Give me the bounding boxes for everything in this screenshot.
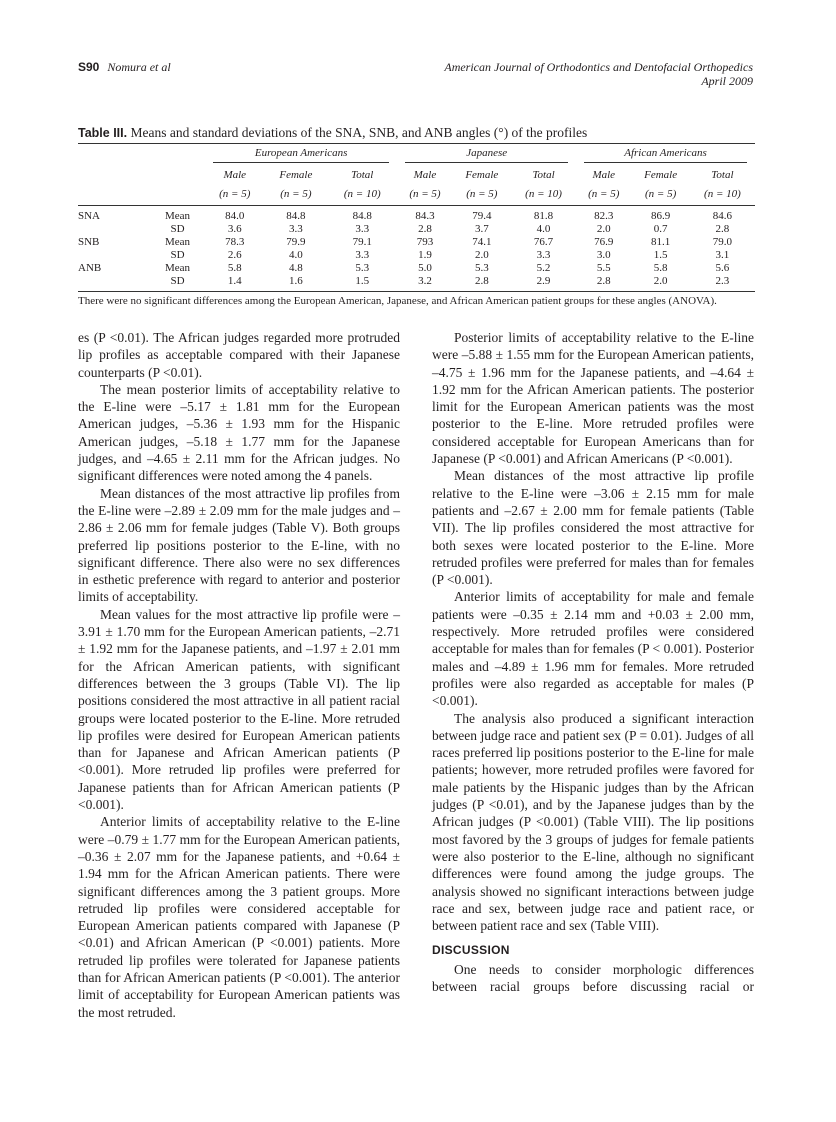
table-cell: 84.8: [286, 210, 306, 222]
sample-size: (n = 5): [397, 182, 452, 206]
table-iii: [78, 125, 755, 307]
table-cell: 84.8: [352, 210, 372, 222]
table-cell: 0.7: [653, 223, 668, 235]
table-footnote: There were no significant differences among the European American, Japanese, and African American patient groups for these angles (ANOVA).: [78, 295, 717, 307]
paragraph: es (P <0.01). The African judges regarded more protruded lip profiles as acceptable compared with their Japanese counterparts (P <0.01).: [78, 330, 400, 380]
issue-date: April 2009: [701, 74, 753, 88]
paragraph: Mean values for the most attractive lip profile were –3.91 ± 1.70 mm for the European American patients, –2.71 ± 1.92 mm for the Japanese patients, and –1.97 ± 2.01 mm for the African American patients, with significant differences between the 3 groups (Table VI). The lip positions considered the most attractive in all patient racial groups were located posterior to the E-line. More retruded lip profiles were desired for European American patients than for Japanese and African American patients (P <0.001). More retruded lip profiles were preferred for Japanese patients than for African American patients (P <0.001).: [78, 606, 400, 813]
sample-size: (n = 5): [576, 182, 631, 206]
table-cell: 79.9: [286, 236, 306, 248]
table-cell: 86.9: [651, 210, 671, 222]
table-cell: 3.3: [536, 249, 551, 261]
sample-size: (n = 10): [511, 182, 576, 206]
table-caption: [78, 125, 755, 141]
group-header: Japanese: [397, 144, 576, 164]
authors: Nomura et al: [107, 60, 171, 74]
table-cell: 5.0: [418, 262, 432, 274]
table-cell: 2.0: [653, 275, 668, 287]
table-cell: 84.6: [712, 210, 733, 222]
table-row: [78, 223, 755, 236]
column-header: Total: [711, 169, 734, 181]
data-table: [78, 143, 755, 292]
column-header: Male: [413, 169, 437, 181]
running-header-right: [444, 60, 753, 88]
group-header: European Americans: [205, 144, 397, 164]
angle-label: ANB: [78, 262, 102, 274]
section-heading: DISCUSSION: [432, 943, 510, 958]
table-cell: 82.3: [594, 210, 614, 222]
table-cell: 2.8: [715, 223, 730, 235]
table-row: [78, 262, 755, 275]
stat-label: SD: [170, 275, 185, 287]
table-cell: 79.4: [472, 210, 492, 222]
table-cell: 5.6: [715, 262, 730, 274]
stat-label: SD: [170, 223, 185, 235]
table-cell: 3.1: [715, 249, 730, 261]
paragraph: Posterior limits of acceptability relative to the E-line were –5.88 ± 1.55 mm for the European American patients, –4.75 ± 1.96 mm for the Japanese patients, and –4.64 ± 1.92 mm for the African American patients. The posterior limit for the European American patients was the most posterior to the E-line. More retruded profiles were considered acceptable for European Americans than for Japanese (P <0.001) and African Americans (P <0.001).: [432, 330, 754, 467]
table-cell: 793: [416, 236, 434, 248]
group-header: African Americans: [576, 144, 755, 164]
table-cell: 79.1: [352, 236, 372, 248]
table-cell: 5.8: [653, 262, 668, 274]
angle-label: [78, 275, 150, 292]
table-cell: 81.8: [533, 210, 554, 222]
stat-label: Mean: [164, 262, 191, 274]
right-column: [432, 329, 754, 995]
table-cell: 1.6: [289, 275, 303, 287]
paragraph: Mean distances of the most attractive lip profiles from the E-line were –2.89 ± 2.09 mm for the male judges and –2.86 ± 2.06 mm for female judges (Table V). Both groups preferred lip positions posterior to the E-line, with no significant difference. There also were no sex differences in esthetic preference with regard to anterior and posterior limits of acceptability.: [78, 485, 400, 605]
table-cell: 78.3: [225, 236, 245, 248]
paragraph: The mean posterior limits of acceptability relative to the E-line were –5.17 ± 1.81 mm for the European American judges, –5.36 ± 1.93 mm for the Hispanic American judges, –5.18 ± 1.77 mm for the Japanese judges, and –4.65 ± 2.11 mm for the African judges. No significant differences were noted among the 4 panels.: [78, 381, 400, 484]
table-cell: 2.8: [596, 275, 611, 287]
angle-label: [78, 223, 150, 236]
table-cell: 3.3: [355, 249, 370, 261]
column-header: Male: [592, 169, 616, 181]
table-cell: 2.0: [474, 249, 489, 261]
page-number: S90: [78, 60, 100, 74]
sample-size: (n = 5): [631, 182, 689, 206]
stat-label: Mean: [164, 210, 191, 222]
table-cell: 5.2: [536, 262, 551, 274]
column-header: Total: [532, 169, 555, 181]
table-cell: 4.0: [536, 223, 551, 235]
running-header-left: [78, 60, 171, 75]
table-cell: 4.8: [289, 262, 303, 274]
table-cell: 2.0: [596, 223, 611, 235]
column-header: Female: [465, 169, 499, 181]
table-cell: 1.4: [227, 275, 242, 287]
sample-size: (n = 5): [453, 182, 511, 206]
table-row: [78, 249, 755, 262]
table-cell: 76.9: [594, 236, 614, 248]
table-cell: 1.5: [355, 275, 370, 287]
table-row: [78, 206, 755, 224]
table-cell: 81.1: [651, 236, 671, 248]
journal-name: American Journal of Orthodontics and Dentofacial Orthopedics: [444, 60, 753, 74]
table-cell: 3.3: [289, 223, 303, 235]
table-cell: 3.7: [474, 223, 489, 235]
table-row: [78, 236, 755, 249]
sample-size: (n = 5): [264, 182, 327, 206]
paragraph: Mean distances of the most attractive lip profile relative to the E-line were –3.06 ± 2.15 mm for male patients and –2.67 ± 2.00 mm for female patients (Table VII). The lip profiles considered the most attractive for both sexes were located posterior to the E-line. More retruded profiles were preferred for males than for females (P <0.001).: [432, 468, 754, 588]
table-cell: 84.0: [225, 210, 245, 222]
table-cell: 3.2: [418, 275, 432, 287]
table-cell: 3.0: [596, 249, 611, 261]
table-cell: 5.3: [355, 262, 370, 274]
table-cell: 74.1: [472, 236, 492, 248]
table-cell: 1.5: [653, 249, 668, 261]
column-header: Female: [279, 169, 313, 181]
table-cell: 5.3: [474, 262, 489, 274]
angle-label: SNA: [78, 210, 101, 222]
table-cell: 5.5: [596, 262, 611, 274]
table-cell: 3.6: [227, 223, 242, 235]
table-cell: 2.6: [227, 249, 242, 261]
table-caption-text: Means and standard deviations of the SNA, SNB, and ANB angles (°) of the profiles: [130, 125, 588, 140]
table-cell: 1.9: [418, 249, 432, 261]
table-cell: 3.3: [355, 223, 370, 235]
sample-size: (n = 10): [327, 182, 397, 206]
table-cell: 76.7: [533, 236, 554, 248]
stat-label: SD: [170, 249, 185, 261]
column-header: Total: [351, 169, 374, 181]
table-cell: 84.3: [415, 210, 435, 222]
stat-label: Mean: [164, 236, 191, 248]
angle-label: SNB: [78, 236, 100, 248]
table-cell: 79.0: [712, 236, 733, 248]
angle-label: [78, 249, 150, 262]
left-column: [78, 329, 400, 1021]
table-cell: 4.0: [289, 249, 303, 261]
table-cell: 5.8: [227, 262, 242, 274]
column-header: Male: [223, 169, 247, 181]
table-cell: 2.3: [715, 275, 730, 287]
sample-size: (n = 5): [205, 182, 264, 206]
paragraph: Anterior limits of acceptability for male and female patients were –0.35 ± 2.14 mm and +0.03 ± 2.00 mm, respectively. More retruded profiles were considered acceptable for males than for females (P < 0.001). Posterior males and –4.89 ± 1.96 mm for females. More retruded profiles were also regarded as acceptable for males (P <0.001).: [432, 589, 754, 709]
table-cell: 2.8: [474, 275, 489, 287]
paragraph: Anterior limits of acceptability relative to the E-line were –0.79 ± 1.77 mm for the European American patients, –0.36 ± 2.07 mm for the Japanese patients, and +0.64 ± 1.94 mm for the African American patients. There were significant differences among the 3 patient groups. More retruded lip profiles were considered acceptable for European American patients compared with Japanese (P <0.01) and African American (P <0.001) patients. More retruded lip profiles were tolerated for Japanese patients than for African American patients (P <0.001). The anterior limit of acceptability for European American patients was the most retruded.: [78, 814, 400, 1020]
table-cell: 2.8: [418, 223, 432, 235]
table-row: [78, 275, 755, 292]
paragraph: One needs to consider morphologic differences between racial groups before discussing racial or: [432, 961, 754, 994]
table-cell: 2.9: [536, 275, 551, 287]
sample-size: (n = 10): [690, 182, 755, 206]
table-label: Table III.: [78, 126, 128, 140]
column-header: Female: [644, 169, 678, 181]
paragraph: The analysis also produced a significant interaction between judge race and patient sex (P = 0.01). Judges of all races preferred lip positions posterior to the E-line for male patients; however, more retruded profiles were favored for male patients by the Hispanic judges than by the African judges (P <0.01), and by the Japanese judges than by the African judges (P <0.001) (Table VIII). The lip positions most favored by the 3 groups of judges for female patients were also posterior to the E-line, although no significant differences were found among the judge groups. The analysis showed no significant interactions between judge race and sex, between judge race and patient race, or between patient race and sex (Table VIII).: [432, 710, 754, 934]
